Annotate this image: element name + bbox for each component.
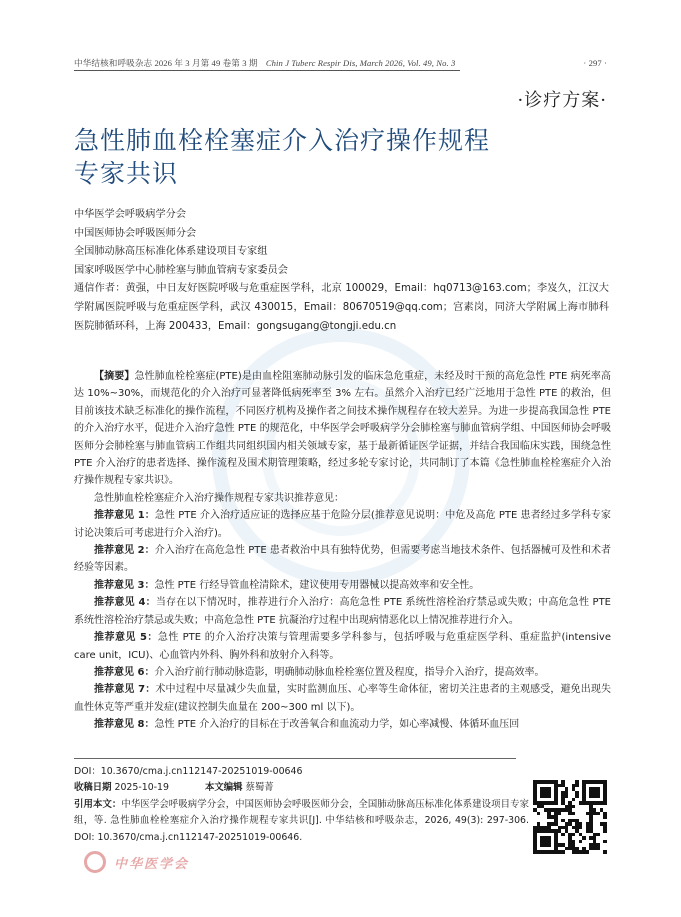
section-label: ·诊疗方案·	[517, 90, 607, 111]
dates-row	[74, 780, 529, 796]
citation-label: 引用本文：	[74, 798, 122, 810]
abstract	[74, 368, 611, 734]
journal-name-cn: 中华结核和呼吸杂志 2026 年 3 月第 49 卷第 3 期	[74, 58, 258, 68]
recommendation-text: 当存在以下情况时，推荐进行介入治疗：高危急性 PTE 系统性溶栓治疗禁忌或失败；中高危急性 PTE 系统性溶栓治疗禁忌或失败；中高危急性 PTE 抗凝治疗过程中出现病情恶化以上情况推荐进行介入。	[74, 597, 611, 626]
citation-text: 中华医学会呼吸病学分会，中国医师协会呼吸医师分会，全国肺动脉高压标准化体系建设项目专家组，等. 急性肺血栓栓塞症介入治疗操作规程专家共识[J]. 中华结核和呼吸杂志，2026, 49(3): 297-306. DOI: 10.3670/cma.j.cn112147-20251019-00646.	[74, 798, 529, 843]
page-number: · 297 ·	[583, 58, 607, 68]
recommendation-text: 术中过程中尽量减少失血量，实时监测血压、心率等生命体征，密切关注患者的主观感受，避免出现失血性休克等严重并发症(建议控制失血量在 200~300 ml 以下)。	[74, 684, 611, 713]
recommendation	[74, 577, 611, 594]
organization: 中华医学会呼吸病学分会	[74, 209, 187, 220]
recommendation	[74, 681, 611, 716]
header-rule	[74, 70, 460, 71]
journal-name-en: Chin J Tuberc Respir Dis, March 2026, Vol. 49, No. 3	[265, 58, 456, 68]
author-block	[74, 206, 609, 336]
recommendations-intro: 急性肺血栓栓塞症介入治疗操作规程专家共识推荐意见：	[94, 492, 344, 504]
article-title	[74, 124, 614, 190]
running-header	[74, 57, 607, 69]
article-footer	[74, 764, 529, 846]
recommendation-text: 介入治疗在高危急性 PTE 患者救治中具有独特优势，但需要考虑当地技术条件、包括器械可及性和术者经验等因素。	[74, 545, 611, 574]
received-date: 2025-10-19	[114, 782, 169, 794]
citation	[74, 797, 529, 846]
corresponding-authors: 通信作者：黄强，中日友好医院呼吸与危重症医学科，北京 100029，Email：hq0713@163.com；李岌久，江汉大学附属医院呼吸与危重症医学科，武汉 430015，Email：80670519@qq.com；宫素岗，同济大学附属上海市肺科医院肺循环科，上海 200433，Email：gongsugang@tongji.edu.cn	[74, 283, 609, 332]
recommendation	[74, 664, 611, 681]
recommendation-label: 推荐意见 1：	[94, 510, 155, 522]
abstract-paragraph	[74, 368, 611, 490]
recommendation	[74, 594, 611, 629]
recommendation-label: 推荐意见 8：	[94, 719, 155, 731]
title-line-2: 专家共识	[74, 159, 179, 188]
recommendation-label: 推荐意见 4：	[94, 597, 156, 609]
organization: 全国肺动脉高压标准化体系建设项目专家组	[74, 246, 268, 258]
recommendation	[74, 629, 611, 664]
recommendation-text: 急性 PTE 的介入治疗决策与管理需要多学科参与，包括呼吸与危重症医学科、重症监护(intensive care unit，ICU)、心血管内外科、胸外科和放射介入科等。	[74, 632, 611, 661]
organization: 国家呼吸医学中心肺栓塞与肺血管病专家委员会	[74, 264, 288, 276]
recommendation-text: 急性 PTE 介入治疗的目标在于改善氧合和血流动力学，如心率减慢、体循环血压回	[154, 719, 520, 731]
abstract-tag: 【摘要】	[94, 371, 135, 382]
recommendation-label: 推荐意见 2：	[94, 545, 155, 557]
recommendation-label: 推荐意见 5：	[94, 632, 158, 644]
journal-citation-header	[74, 57, 455, 69]
recommendation	[74, 542, 611, 577]
publisher-name: 中华医学会	[114, 857, 190, 872]
organization: 中国医师协会呼吸医师分会	[74, 227, 197, 239]
qr-module	[603, 850, 607, 854]
title-line-1: 急性肺血栓栓塞症介入治疗操作规程	[74, 126, 491, 155]
doi: DOI：10.3670/cma.j.cn112147-20251019-00646	[74, 766, 303, 777]
qr-code	[533, 780, 607, 854]
recommendation-label: 推荐意见 3：	[94, 579, 155, 591]
editor-label: 本文编辑	[204, 782, 243, 794]
publisher-mark	[114, 853, 189, 872]
abstract-text: 急性肺血栓栓塞症(PTE)是由血栓阻塞肺动脉引发的临床急危重症，未经及时干预的高危急性 PTE 病死率高达 10%~30%，而规范化的介入治疗可显著降低病死率至 3% 左右。虽然介入治疗已经广泛地用于急性 PTE 的救治，但目前该技术缺乏标准化的操作流程，不同医疗机构及操作者之间技术操作规程存在较大差异。为进一步提高我国急性 PTE 的介入治疗水平，促进介入治疗急性 PTE 的规范化，中华医学会呼吸病学分会肺栓塞与肺血管病学组、中国医师协会呼吸医师分会肺栓塞与肺血管病工作组共同组织国内相关领域专家，基于最新循证医学证据，并结合我国临床实践，围绕急性 PTE 介入治疗的患者选择、操作流程及围术期管理策略，经过多轮专家讨论，共同制订了本篇《急性肺血栓栓塞症介入治疗操作规程专家共识》。	[74, 371, 612, 487]
recommendation-text: 急性 PTE 行经导管血栓清除术，建议使用专用器械以提高效率和安全性。	[154, 579, 480, 591]
footer-rule	[74, 758, 516, 759]
publisher-logo-icon	[84, 851, 106, 873]
recommendation-text: 介入治疗前行肺动脉造影，明确肺动脉血栓栓塞位置及程度，指导介入治疗，提高效率。	[154, 666, 545, 678]
editor-name: 蔡蜀菁	[245, 782, 274, 794]
recommendation	[74, 716, 611, 733]
received-label: 收稿日期	[74, 782, 112, 794]
recommendation-text: 急性 PTE 介入治疗适应证的选择应基于危险分层(推荐意见说明：中危及高危 PTE 患者经过多学科专家讨论决策后可考虑进行介入治疗)。	[74, 510, 611, 539]
recommendation-label: 推荐意见 7：	[94, 684, 156, 696]
recommendation-label: 推荐意见 6：	[94, 666, 155, 678]
recommendation	[74, 507, 611, 542]
